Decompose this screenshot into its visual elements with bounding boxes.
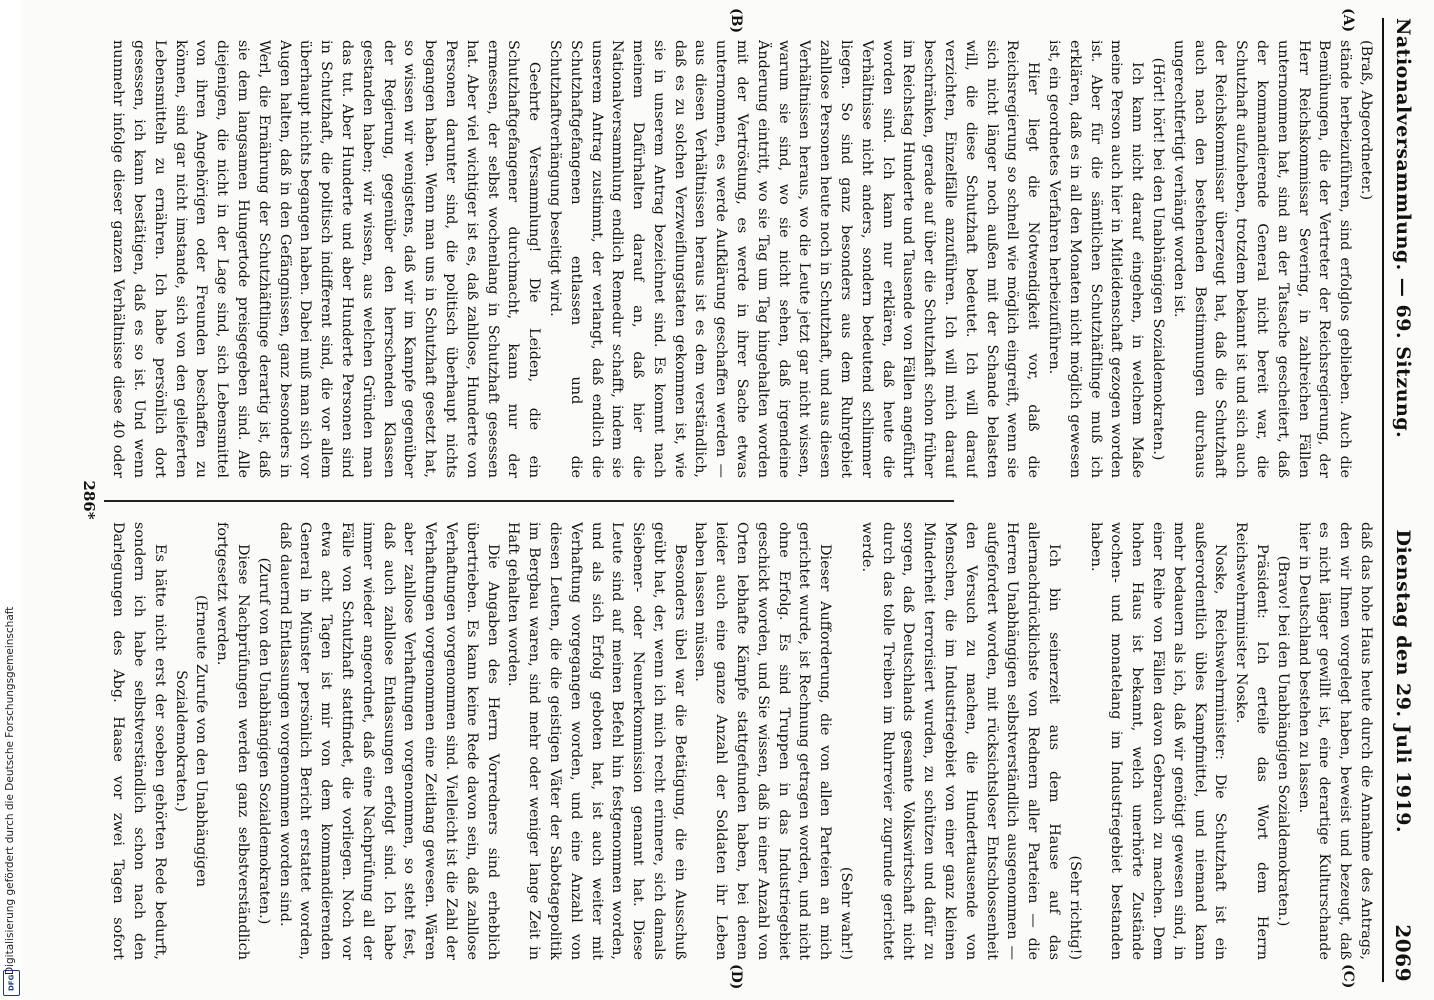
page-number: 2069 <box>1391 924 1415 982</box>
paragraph: Ich kann nicht darauf eingehen, in welchem Maße meine Person auch hier in Mitleidenschaft gezogen worden ist. Aber für die sämtlichen Schutzhäftlinge muß ich erklären, daß es in all den Monaten nicht möglich gewesen ist, ein geordnetes Verfahren herbeizuführen. <box>1046 40 1146 478</box>
paragraph: Die Angaben des Herrn Vorredners sind erheblich übertrieben. Es kann keine Rede davon sein, daß zahllose Verhaftungen vorgenommen sind. Vielleicht ist die Zahl der Verhaftungen vorgenommen eine Zeitlang gewesen. Wären aber zahllose Verhaftungen vorgenommen, so steht fest, daß auch zahllose Entlassungen erfolgt sind. Ich habe immer wieder angeordnet, daß eine Nachprüfung all der Fälle von Schutzhaft stattfindet, die vorliegen. Noch vor etwa acht Tagen ist mir von dem kommandierenden General in Münster persönlich Bericht erstattet worden, daß dauernd Entlassungen vorgenommen worden sind. <box>276 522 501 960</box>
interjection: (Sehr wahr!) <box>838 866 855 960</box>
right-column <box>106 522 1376 960</box>
paragraph: Präsident: Ich erteile das Wort dem Herrn Reichswehrminister Noske. <box>1233 522 1271 960</box>
margin-marker-a: (A) <box>1340 8 1356 33</box>
paragraph: Besonders übel war die Betätigung, die ein Ausschuß geübt hat, der, wenn ich mich recht erinnere, sich damals Siebener- oder Neunerkommission genannt hat. Diese Leute sind auf meinen Befehl hin festgenommen worden, und als sich Erfolg geboten hat, ist auch weiter mit Verhaftung vorgegangen worden, und eine Anzahl von diesen Leuten, die die geistigen Väter der Sabotagepolitik im Bergbau waren, sind mehr oder weniger lange Zeit in Haft gehalten worden. <box>505 522 688 960</box>
page-footer: 286* <box>80 480 98 520</box>
paragraph: (Braß, Abgeordneter.) <box>1358 40 1374 201</box>
paragraph: Diese Nachprüfungen werden ganz selbstverständlich fortgesetzt werden. <box>214 522 251 960</box>
interjection: (Bravo! bei den Unabhängigen Sozialdemokraten.) <box>1274 555 1291 927</box>
digitization-credit <box>0 0 22 1000</box>
paragraph: Es hätte nicht erst der soeben gehörten Rede bedurft, sondern ich habe selbstverständlich schon nach den Darlegungen des Abg. Haase vor zwei Tagen sofort <box>110 522 168 960</box>
dfg-logo: DFG <box>3 970 20 996</box>
interjection: (Zuruf von den Unabhängigen Sozialdemokraten.) <box>255 557 272 925</box>
header-left: Nationalversammlung. — 69. Sitzung. <box>1392 18 1414 439</box>
margin-marker-d: (D) <box>728 964 744 990</box>
margin-marker-b: (B) <box>728 8 744 34</box>
margin-marker-c: (C) <box>1340 964 1356 989</box>
paragraph: Dieser Aufforderung, die von allen Parteien an mich gerichtet wurde, ist Rechnung getragen worden, und nicht ohne Erfolg. Es sind Truppen in das Industriegebiet geschickt worden, und Sie wissen, daß in einer Anzahl von Orten lebhafte Kämpfe stattgefunden haben, bei denen leider auch eine ganze Anzahl der Soldaten ihr Leben haben lassen müssen. <box>692 522 834 960</box>
credit-text: Digitalisierung gefördert durch die Deutsche Forschungsgemeinschaft <box>4 606 16 975</box>
left-column <box>106 40 1376 478</box>
scanned-page <box>22 0 1434 1000</box>
header-date: Dienstag den 29. Juli 1919. <box>1392 529 1414 834</box>
page-header <box>1388 18 1418 982</box>
paragraph: Geehrte Versammlung! Die Leiden, die ein Schutzhaftgefangener durchmacht, kann nur der ermessen, der selbst wochenlang in Schutzhaft gesessen hat. Aber viel wichtiger ist es, daß zahllose, Hunderte von Personen darunter sind, die politisch überhaupt nichts begangen haben. Wenn man uns in Schutzhaft gesetzt hat, so wissen wir wenigstens, daß wir im Kampfe gegenüber der Regierung, gegenüber den herrschenden Klassen gestanden haben; wir wissen, aus welchen Gründen man das tut. Aber Hunderte und aber Hunderte Personen sind in Schutzhaft, die politisch indifferent sind, die vor allem überhaupt nichts begangen haben. Dabei muß man sich vor Augen halten, daß in den Gefängnissen, ganz besonders in Werl, die Ernährung der Schutzhäftlinge derartig ist, daß sie dem langsamen Hungertode preisgegeben sind. Alle diejenigen, die nicht in der Lage sind, sich Lebensmittel von ihren Angehörigen oder Freunden beschaffen zu können, sind gar nicht imstande, sich von den gelieferten Lebensmitteln zu ernähren. Ich habe persönlich dort gesessen, ich kann bestätigen, daß es so ist. Und wenn nunmehr infolge dieser ganzen Verhältnisse diese 40 oder <box>110 40 543 478</box>
header-rule <box>1382 18 1384 982</box>
paragraph: Hier liegt die Notwendigkeit vor, daß die Reichsregierung so schnell wie möglich eingreift, wenn sie sich nicht länger noch außen mit der Schande belasten will, die diese Schutzhaft bedeutet. Ich will darauf verzichten, Einzelfälle anzuführen. Ich will mich darauf beschränken, gerade auf über die Schutzhaft schon früher im Reichstag Hunderte und Tausende von Fällen angeführt worden sind. Ich kann nur erklären, daß heute die Verhältnisse nicht anders, sondern bedeutend schlimmer liegen. So sind ganz besonders aus dem Ruhrgebiet zahllose Personen heute noch in Schutzhaft, und aus diesen Verhältnissen heraus, wo die Leute jetzt gar nicht wissen, warum sie sind, wo sie nicht sehen, daß irgendeine Änderung eintritt, wo sie Tag um Tag hingehalten worden mit der Vertröstung, es werde in ihrer Sache etwas unternommen, es werde Aufklärung geschaffen werden — aus diesen Verhältnissen heraus ist es dem verständlich, daß es zu solchen Verzweiflungstaten gekommen ist, wie sie in unserem Antrag bezeichnet sind. Es kommt nach meinem Dafürhalten darauf an, daß hier die Nationalversammlung endlich Remedur schafft, indem sie unserem Antrag zustimmt, der verlangt, daß endlich die Schutzhaftgefangenen entlassen und die Schutzhaftverhängung beseitigt wird. <box>546 40 1042 478</box>
paragraph: daß das hohe Haus heute durch die Annahme des Antrags, den wir Ihnen vorgelegt haben, beweist und bezeugt, daß es nicht länger gewillt ist, eine derartige Kulturschande hier in Deutschland bestehen zu lassen. <box>1295 522 1374 960</box>
paragraph: stände herbeizuführen, sind erfolglos geblieben. Auch die Bemühungen, die der Vertreter der Reichsregierung, der Herr Reichskommissar Severing, in zahlreichen Fällen unternommen hat, sind an der Tatsache gescheitert, daß der kommandierende General nicht bereit war, die Schutzhaft aufzuheben, trotzdem bekannt ist und sich auch der Reichskommissar überzeugt hat, daß die Schutzhaft auch nach den bestehenden Bestimmungen durchaus ungerechtfertigt verhängt worden ist. <box>1170 40 1354 478</box>
paragraph: Ich bin seinerzeit aus dem Hause auf das allernachdrücklichste von Rednern aller Parteien — die Herren Unabhängigen selbstverständlich ausgenommen — aufgefordert worden, mit rücksichtsloser Entschlossenheit den Versuch zu machen, die Hunderttausende von Menschen, die im Industriegebiet von einer ganz kleinen Minderheit terrorisiert wurden, zu schützen und dafür zu sorgen, daß Deutschlands gesamte Volkswirtschaft nicht durch das tolle Treiben im Ruhrrevier zugrunde gerichtet werde. <box>858 522 1063 960</box>
column-divider <box>104 500 954 502</box>
page-content <box>22 0 1434 1000</box>
interjection: (Erneute Zurufe von den Unabhängigen Sozialdemokraten.) <box>172 594 210 888</box>
paragraph: Noske, Reichswehrminister: Die Schutzhaft ist ein außerordentlich übles Kampfmittel, und niemand kann mehr bedauern als ich, daß wir genötigt gewesen sind, in einer Reihe von Fällen davon Gebrauch zu machen. Dem hohen Haus ist bekannt, welch unerhörte Zustände wochen- und monatelang im Industriegebiet bestanden haben. <box>1087 522 1229 960</box>
interjection: (Hört! hört! bei den Unabhängigen Sozialdemokraten.) <box>1150 57 1167 461</box>
interjection: (Sehr richtig!) <box>1066 855 1083 960</box>
